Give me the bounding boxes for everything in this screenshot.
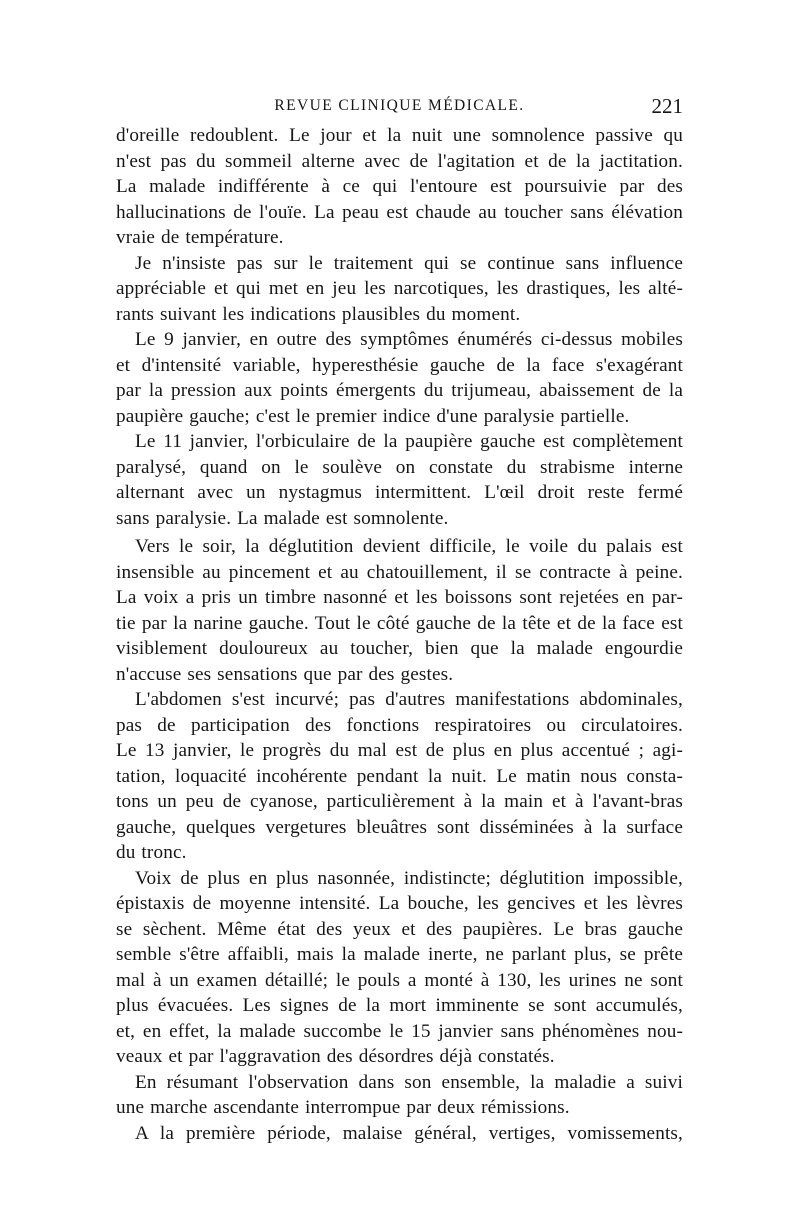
text-line: L'abdomen s'est incurvé; pas d'autres manifestations abdominales,: [135, 689, 683, 710]
text-line: gauche, quelques vergetures bleuâtres sont disséminées à la surface: [116, 816, 683, 838]
text-line: tons un peu de cyanose, particulièrement à la main et à l'avant-bras: [116, 791, 683, 812]
text-line: La voix a pris un timbre nasonné et les boissons sont rejetées en par-: [116, 587, 683, 608]
text-line: par la pression aux points émergents du trijumeau, abaissement de la: [116, 380, 683, 401]
text-line: En résumant l'observation dans son ensemble, la maladie a suivi: [135, 1071, 683, 1093]
text-line: appréciable et qui met en jeu les narcotiques, les drastiques, les alté-: [116, 278, 683, 299]
paragraph: [116, 866, 683, 1070]
text-line: La malade indifférente à ce qui l'entoure est poursuivie par des: [116, 176, 683, 197]
paragraph: [116, 1070, 683, 1121]
text-line: paupière gauche; c'est le premier indice d'une paralysie partielle.: [116, 405, 630, 427]
text-line: Je n'insiste pas sur le traitement qui se continue sans influence: [135, 252, 683, 274]
text-line: visiblement douloureux au toucher, bien que la malade engourdie: [116, 638, 683, 659]
body-text: [116, 123, 683, 1146]
text-line: et, en effet, la malade succombe le 15 janvier sans phénomènes nou-: [116, 1020, 683, 1042]
text-line: Le 11 janvier, l'orbiculaire de la paupière gauche est complètement: [135, 431, 683, 452]
text-line: et d'intensité variable, hyperesthésie gauche de la face s'exagérant: [116, 354, 683, 376]
page-number: 221: [651, 94, 683, 118]
paragraph: [116, 251, 683, 328]
text-line: hallucinations de l'ouïe. La peau est chaude au toucher sans élévation: [116, 201, 683, 223]
text-line: Voix de plus en plus nasonnée, indistincte; déglutition impossible,: [135, 867, 683, 889]
text-line: une marche ascendante interrompue par deux rémissions.: [116, 1097, 570, 1118]
paragraph: [116, 687, 683, 866]
paragraph: [116, 1121, 683, 1147]
text-line: vraie de température.: [116, 227, 284, 248]
text-line: Le 9 janvier, en outre des symptômes énumérés ci-dessus mobiles: [135, 329, 683, 350]
running-title: REVUE CLINIQUE MÉDICALE.: [274, 97, 525, 114]
text-line: tie par la narine gauche. Tout le côté gauche de la tête et de la face est: [116, 612, 683, 634]
text-line: pas de participation des fonctions respiratoires ou circulatoires.: [116, 714, 683, 736]
text-line: Le 13 janvier, le progrès du mal est de plus en plus accentué ; agi-: [116, 740, 683, 761]
text-line: rants suivant les indications plausibles du moment.: [116, 303, 521, 325]
paragraph: [116, 327, 683, 429]
text-line: se sèchent. Même état des yeux et des paupières. Le bras gauche: [116, 918, 683, 940]
text-line: insensible au pincement et au chatouillement, il se contracte à peine.: [116, 561, 683, 583]
paragraph: [116, 429, 683, 531]
text-line: mal à un examen détaillé; le pouls a monté à 130, les urines ne sont: [116, 969, 683, 991]
text-line: d'oreille redoublent. Le jour et la nuit une somnolence passive qu: [116, 125, 683, 146]
text-line: semble s'être affaibli, mais la malade inerte, ne parlant plus, se prête: [116, 944, 683, 965]
text-line: du tronc.: [116, 842, 187, 863]
text-line: tation, loquacité incohérente pendant la nuit. Le matin nous consta-: [116, 765, 683, 787]
text-line: sans paralysie. La malade est somnolente.: [116, 507, 449, 529]
text-line: épistaxis de moyenne intensité. La bouche, les gencives et les lèvres: [116, 893, 683, 914]
text-line: A la première période, malaise général, vertiges, vomissements,: [135, 1122, 683, 1144]
text-line: n'est pas du sommeil alterne avec de l'agitation et de la jactitation.: [116, 150, 683, 172]
text-line: paralysé, quand on le soulève on constate du strabisme interne: [116, 456, 683, 478]
text-line: veaux et par l'aggravation des désordres déjà constatés.: [116, 1046, 555, 1067]
paragraph: [116, 534, 683, 687]
paragraph: [116, 123, 683, 251]
text-line: plus évacuées. Les signes de la mort imminente se sont accumulés,: [116, 995, 683, 1016]
text-line: n'accuse ses sensations que par des gestes.: [116, 663, 454, 685]
running-head: [116, 94, 683, 118]
text-line: Vers le soir, la déglutition devient difficile, le voile du palais est: [135, 536, 683, 557]
text-line: alternant avec un nystagmus intermittent. L'œil droit reste fermé: [116, 482, 683, 503]
